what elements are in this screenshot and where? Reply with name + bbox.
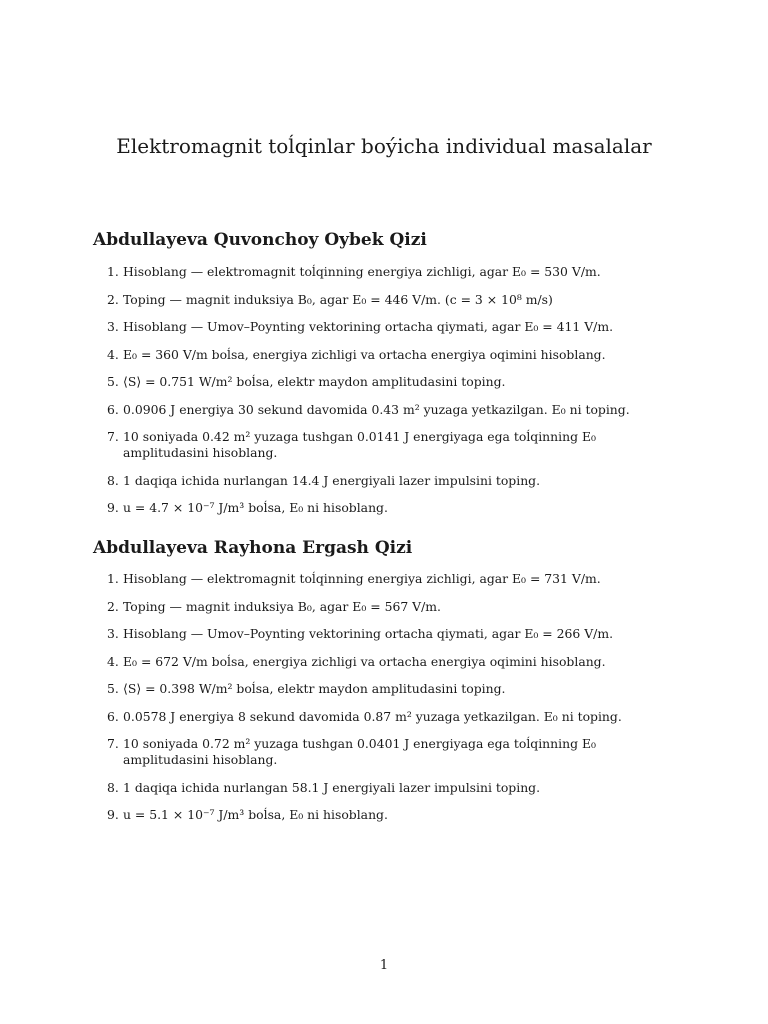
problem-item [107,709,682,725]
problem-number: 4. [107,653,119,669]
problem-item [107,264,682,280]
problem-text: u = 5.1 × 10⁻⁷ J/m³ boĺsa, E₀ ni hisoblang. [123,807,388,822]
problem-text: Hisoblang — elektromagnit toĺqinning energiya zichligi, agar E₀ = 731 V/m. [123,571,601,586]
problem-text: Hisoblang — Umov–Poynting vektorining ortacha qiymati, agar E₀ = 411 V/m. [123,319,614,334]
problem-number: 9. [107,500,119,515]
problem-item [107,402,682,418]
problem-item [107,319,682,335]
problem-number: 1. [107,571,119,586]
problem-item [107,473,682,489]
problem-item [107,571,682,587]
problem-number: 7. [107,429,119,444]
problem-list [107,264,682,528]
problem-number: 9. [107,807,119,822]
problem-number: 4. [107,346,119,362]
problem-text: 10 soniyada 0.42 m² yuzaga tushgan 0.0141 J energiyaga ega toĺqinning E₀ amplitudasini hisoblang. [123,429,596,460]
problem-text: E₀ = 672 V/m boĺsa, energiya zichligi va ortacha energiya oqimini hisoblang. [123,653,606,669]
problem-item [107,681,682,697]
problem-item [107,374,682,390]
problem-item [107,429,682,461]
problem-number: 2. [107,598,119,614]
problem-number: 5. [107,374,119,389]
problem-number: 8. [107,472,119,488]
problem-number: 3. [107,626,119,641]
problem-number: 6. [107,401,119,417]
problem-text: ⟨S⟩ = 0.751 W/m² boĺsa, elektr maydon amplitudasini toping. [123,374,506,389]
problem-text: 10 soniyada 0.72 m² yuzaga tushgan 0.0401 J energiyaga ega toĺqinning E₀ amplitudasini hisoblang. [123,736,596,767]
problem-list [107,571,682,835]
problem-item [107,292,682,308]
problem-text: 1 daqiqa ichida nurlangan 58.1 J energiyali lazer impulsini toping. [123,779,541,795]
problem-text: Toping — magnit induksiya B₀, agar E₀ = 567 V/m. [123,598,441,614]
problem-number: 3. [107,319,119,334]
problem-text: u = 4.7 × 10⁻⁷ J/m³ boĺsa, E₀ ni hisoblang. [123,500,388,515]
document-title: Elektromagnit toĺqinlar boýicha individual masalalar [116,134,652,158]
problem-text: Hisoblang — elektromagnit toĺqinning energiya zichligi, agar E₀ = 530 V/m. [123,264,601,279]
section-title: Abdullayeva Rayhona Ergash Qizi [93,538,413,558]
problem-text: Hisoblang — Umov–Poynting vektorining ortacha qiymati, agar E₀ = 266 V/m. [123,626,614,641]
problem-item [107,626,682,642]
problem-item [107,807,682,823]
problem-item [107,736,682,768]
problem-number: 7. [107,736,119,751]
problem-number: 6. [107,708,119,724]
problem-text: 0.0578 J energiya 8 sekund davomida 0.87 m² yuzaga yetkazilgan. E₀ ni toping. [123,708,622,724]
problem-number: 5. [107,681,119,696]
problem-item [107,654,682,670]
problem-text: 1 daqiqa ichida nurlangan 14.4 J energiyali lazer impulsini toping. [123,472,541,488]
problem-number: 1. [107,264,119,279]
problem-text: Toping — magnit induksiya B₀, agar E₀ = 446 V/m. (c = 3 × 10⁸ m/s) [123,291,553,307]
problem-item [107,500,682,516]
problem-number: 8. [107,779,119,795]
problem-item [107,347,682,363]
section-title: Abdullayeva Quvonchoy Oybek Qizi [93,230,427,250]
problem-text: E₀ = 360 V/m boĺsa, energiya zichligi va ortacha energiya oqimini hisoblang. [123,346,606,362]
page-number: 1 [379,958,389,973]
problem-text: 0.0906 J energiya 30 sekund davomida 0.43 m² yuzaga yetkazilgan. E₀ ni toping. [123,401,630,417]
problem-item [107,780,682,796]
problem-text: ⟨S⟩ = 0.398 W/m² boĺsa, elektr maydon amplitudasini toping. [123,681,506,696]
problem-item [107,599,682,615]
problem-number: 2. [107,291,119,307]
